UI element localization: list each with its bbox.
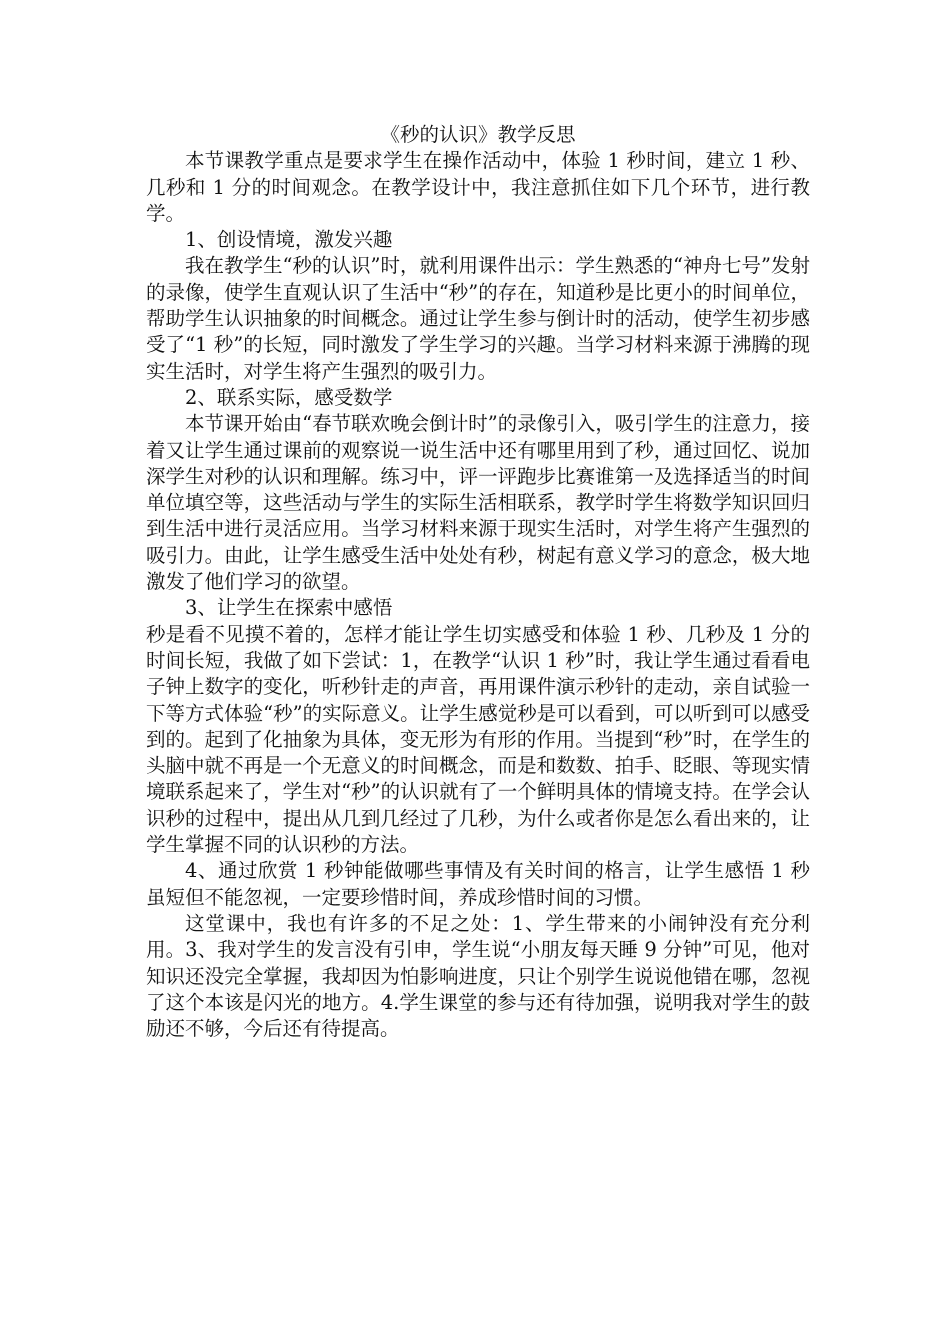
document-page xyxy=(146,122,810,1042)
paragraph-section-3: 秒是看不见摸不着的，怎样才能让学生切实感受和体验 1 秒、几秒及 1 分的时间长短，我做了如下尝试：1，在教学“认识 1 秒”时，我让学生通过看看电子钟上数字的变化，听秒针走的声音，再用课件演示秒针的走动，亲自试验一下等方式体验“秒”的实际意义。让学生感觉秒是可以看到，可以听到可以感受到的。起到了化抽象为具体，变无形为有形的作用。当提到“秒”时，在学生的头脑中就不再是一个无意义的时间概念，而是和数数、拍手、眨眼、等现实情境联系起来了，学生对“秒”的认识就有了一个鲜明具体的情境支持。在学会认识秒的过程中，提出从几到几经过了几秒，为什么或者你是怎么看出来的，让学生掌握不同的认识秒的方法。 xyxy=(146,622,810,857)
paragraph-section-1: 我在教学生“秒的认识”时，就利用课件出示：学生熟悉的“神舟七号”发射的录像，使学生直观认识了生活中“秒”的存在，知道秒是比更小的时间单位，帮助学生认识抽象的时间概念。通过让学生参与倒计时的活动，使学生初步感受了“1 秒”的长短，同时激发了学生学习的兴趣。当学习材料来源于沸腾的现实生活时，对学生将产生强烈的吸引力。 xyxy=(146,254,810,383)
paragraph-section-2: 本节课开始由“春节联欢晚会倒计时”的录像引入，吸引学生的注意力，接着又让学生通过课前的观察说一说生活中还有哪里用到了秒，通过回忆、说加深学生对秒的认识和理解。练习中，评一评跑步比赛谁第一及选择适当的时间单位填空等，这些活动与学生的实际生活相联系，教学时学生将数学知识回归到生活中进行灵活应用。当学习材料来源于现实生活时，对学生将产生强烈的吸引力。由此，让学生感受生活中处处有秒，树起有意义学习的意念，极大地激发了他们学习的欲望。 xyxy=(146,412,810,594)
section-heading-3: 3、让学生在探索中感悟 xyxy=(185,596,393,620)
section-heading-2: 2、联系实际，感受数学 xyxy=(185,385,393,409)
document-title: 《秒的认识》教学反思 xyxy=(380,123,576,146)
section-heading-1: 1、创设情境，激发兴趣 xyxy=(185,228,393,252)
paragraph-section-4: 4、通过欣赏 1 秒钟能做哪些事情及有关时间的格言，让学生感悟 1 秒虽短但不能忽视，一定要珍惜时间，养成珍惜时间的习惯。 xyxy=(146,859,810,909)
paragraph-reflection: 这堂课中，我也有许多的不足之处：1、学生带来的小闹钟没有充分利用。3、我对学生的发言没有引申，学生说“小朋友每天睡 9 分钟”可见，他对知识还没完全掌握，我却因为怕影响进度，只让个别学生说说他错在哪，忽视了这个本该是闪光的地方。4.学生课堂的参与还有待加强，说明我对学生的鼓励还不够，今后还有待提高。 xyxy=(146,911,810,1041)
paragraph-intro: 本节课教学重点是要求学生在操作活动中，体验 1 秒时间，建立 1 秒、几秒和 1 分的时间观念。在教学设计中，我注意抓住如下几个环节，进行教学。 xyxy=(146,149,810,225)
